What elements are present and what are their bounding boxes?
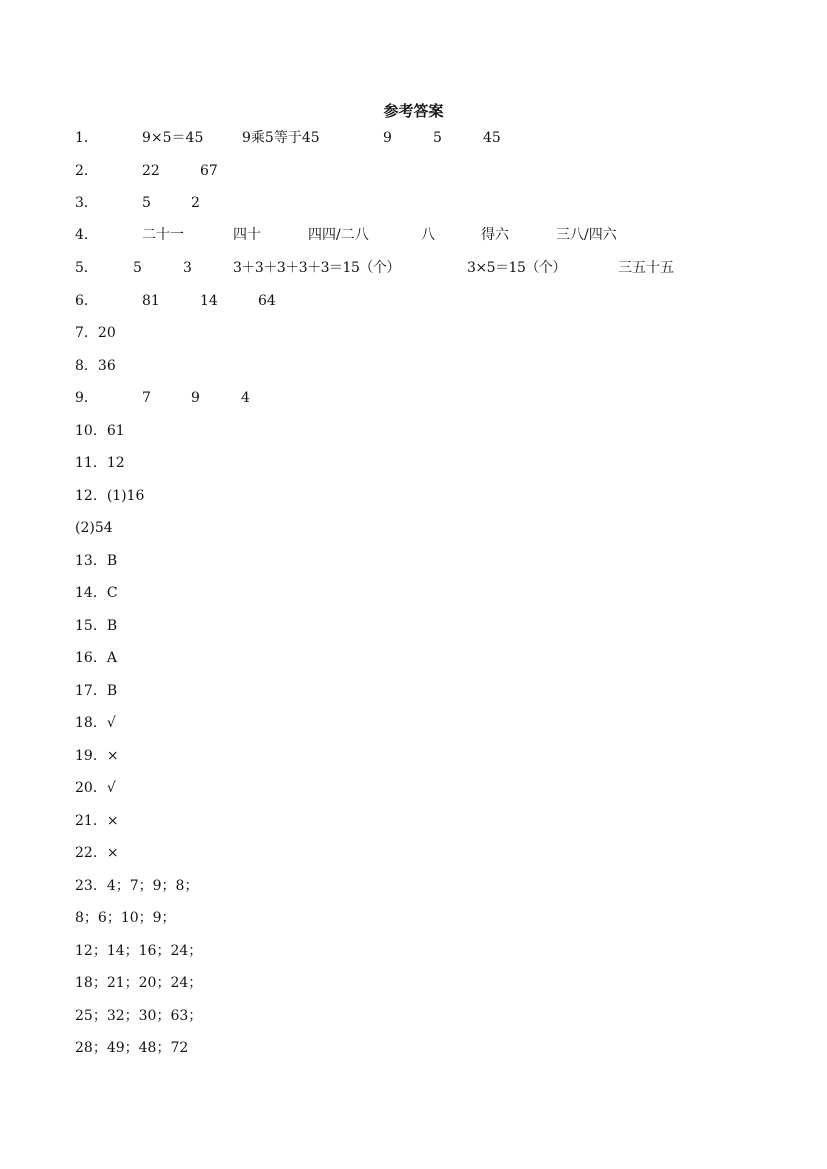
page-title: 参考答案 (383, 102, 444, 120)
answer-part: 二十一 (142, 227, 184, 243)
answer-part: 5 (142, 195, 151, 211)
answer-line-12: 12．(1)16 (75, 488, 145, 504)
answer-line-23-4: 18；21；20；24； (75, 975, 203, 991)
answer-part: 9乘5等于45 (242, 130, 320, 146)
answer-line-23-3: 12；14；16；24； (75, 943, 203, 959)
answer-line-23-2: 8；6；10；9； (75, 910, 176, 926)
answer-part: 5 (433, 130, 442, 146)
answer-part: 81 (142, 293, 160, 309)
answer-line-14: 14．C (75, 585, 118, 601)
answer-part: 四十 (233, 227, 261, 243)
answer-line-23-5: 25；32；30；63； (75, 1008, 203, 1024)
answer-line-18: 18．√ (75, 715, 116, 731)
answer-part: 14 (200, 293, 218, 309)
answer-number: 1． (75, 130, 98, 146)
answer-line-13: 13．B (75, 553, 118, 569)
answer-part: 5 (133, 260, 142, 276)
answer-line-8: 8．36 (75, 358, 116, 374)
answer-part: 9 (383, 130, 392, 146)
answer-line-16: 16．A (75, 650, 117, 666)
answer-line-15: 15．B (75, 618, 118, 634)
answer-part: 三五十五 (618, 260, 674, 276)
answer-number: 4． (75, 227, 98, 243)
answer-part: 3＋3＋3＋3＋3＝15（个） (233, 260, 400, 276)
answer-line-23: 23．4；7；9；8； (75, 878, 199, 894)
answer-part: 四四/二八 (308, 227, 369, 243)
answer-number: 9． (75, 390, 98, 406)
answer-part: 3×5＝15（个） (467, 260, 566, 276)
answer-part: 得六 (481, 227, 509, 243)
answer-number: 2． (75, 163, 98, 179)
answer-line-11: 11．12 (75, 455, 125, 471)
answer-line-10: 10．61 (75, 423, 125, 439)
answer-part: 八 (421, 227, 435, 243)
answer-line-20: 20．√ (75, 780, 116, 796)
answer-part: 3 (183, 260, 192, 276)
answer-line-19: 19．× (75, 748, 119, 764)
answer-number: 6． (75, 293, 98, 309)
answer-number: 5． (75, 260, 98, 276)
answer-line-7: 7．20 (75, 325, 116, 341)
answer-part: 9×5＝45 (142, 130, 204, 146)
answer-number: 3． (75, 195, 98, 211)
answer-part: 45 (483, 130, 501, 146)
answer-line-21: 21．× (75, 813, 119, 829)
answer-part: 22 (142, 163, 160, 179)
answer-part: 64 (258, 293, 276, 309)
answer-part: 三八/四六 (556, 227, 617, 243)
answer-line-12-2: (2)54 (75, 520, 113, 536)
answer-line-22: 22．× (75, 845, 119, 861)
answer-part: 4 (241, 390, 250, 406)
answer-part: 7 (142, 390, 151, 406)
answer-line-17: 17．B (75, 683, 118, 699)
answer-part: 67 (200, 163, 218, 179)
answer-line-23-6: 28；49；48；72 (75, 1040, 189, 1056)
answer-part: 9 (191, 390, 200, 406)
answer-part: 2 (191, 195, 200, 211)
